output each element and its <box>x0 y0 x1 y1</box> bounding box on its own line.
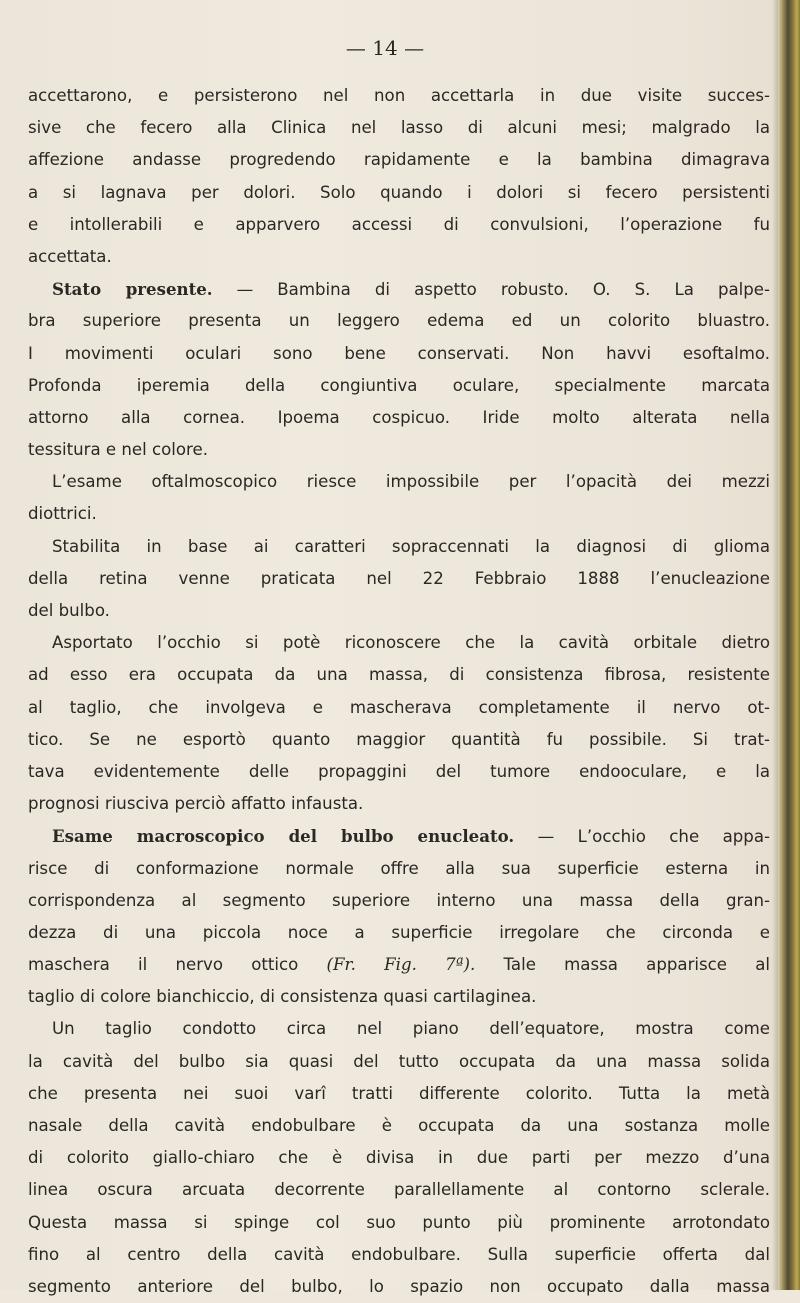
text-line: Asportato l’occhio si potè riconoscere che la cavità orbitale dietro <box>52 633 770 653</box>
text-line: al taglio, che involgeva e mascherava completamente il nervo ot- <box>28 697 770 717</box>
text-run: — L’occhio che appa- <box>514 827 770 847</box>
section-heading: Esame macroscopico del bulbo enucleato. <box>52 826 515 847</box>
text-line: nasale della cavità endobulbare è occupata da una sostanza molle <box>28 1116 770 1135</box>
text-line: che presenta nei suoi varî tratti differente colorito. Tutta la metà <box>28 1083 770 1103</box>
text-line: L’esame oftalmoscopico riesce impossibile per l’opacità dei mezzi <box>52 472 770 492</box>
text-line: sive che fecero alla Clinica nel lasso di alcuni mesi; malgrado la <box>28 118 770 138</box>
text-line: I movimenti oculari sono bene conservati. Non havvi esoftalmo. <box>28 343 770 363</box>
text-line: Profonda iperemia della congiuntiva oculare, specialmente marcata <box>28 375 770 395</box>
text-line: tava evidentemente delle propaggini del tumore endooculare, e la <box>28 761 770 781</box>
text-line <box>28 820 770 852</box>
paragraph <box>28 1013 770 1303</box>
text-line: a si lagnava per dolori. Solo quando i dolori si fecero persistenti <box>28 182 770 202</box>
text-line: Questa massa si spinge col suo punto più prominente arrotondato <box>28 1212 770 1232</box>
paragraph <box>28 466 770 530</box>
text-line: prognosi riusciva perciò affatto infausta. <box>28 794 364 814</box>
figure-reference: (Fr. Fig. 7ª). <box>326 955 476 975</box>
paragraph <box>28 627 770 820</box>
text-line: attorno alla cornea. Ipoema cospicuo. Iride molto alterata nella <box>28 407 770 427</box>
text-line: taglio di colore bianchiccio, di consistenza quasi cartilaginea. <box>28 987 537 1007</box>
paragraph <box>28 273 770 466</box>
text-line: della retina venne praticata nel 22 Febbraio 1888 l’enucleazione <box>28 568 770 588</box>
text-line: la cavità del bulbo sia quasi del tutto occupata da una massa solida <box>28 1051 770 1071</box>
text-run: maschera il nervo ottico <box>28 955 327 975</box>
text-line: linea oscura arcuata decorrente parallellamente al contorno sclerale. <box>28 1180 770 1200</box>
text-line: Un taglio condotto circa nel piano dell’equatore, mostra come <box>52 1019 770 1039</box>
text-line <box>28 273 770 305</box>
text-line: segmento anteriore del bulbo, lo spazio non occupato dalla massa <box>28 1276 770 1296</box>
paragraph <box>28 80 770 273</box>
text-line: Stabilita in base ai caratteri sopraccennati la diagnosi di glioma <box>52 536 770 556</box>
section-heading: Stato presente. <box>52 279 213 300</box>
text-line: e intollerabili e apparvero accessi di convulsioni, l’operazione fu <box>28 214 770 234</box>
text-line: di colorito giallo-chiaro che è divisa in due parti per mezzo d’una <box>28 1148 770 1168</box>
text-run: — Bambina di aspetto robusto. O. S. La palpe- <box>212 280 770 300</box>
text-line: del bulbo. <box>28 601 110 620</box>
paragraph <box>28 820 770 1013</box>
text-line: affezione andasse progredendo rapidamente e la bambina dimagrava <box>28 150 770 170</box>
paragraph <box>28 531 770 628</box>
text-line <box>28 949 770 981</box>
book-spine <box>778 0 800 1290</box>
text-run: Tale massa apparisce al <box>475 955 770 975</box>
text-line: diottrici. <box>28 504 97 524</box>
body-text <box>28 80 770 1303</box>
text-line: fino al centro della cavità endobulbare. Sulla superficie offerta dal <box>28 1244 770 1264</box>
text-line: bra superiore presenta un leggero edema ed un colorito bluastro. <box>28 311 770 331</box>
text-line: tessitura e nel colore. <box>28 440 208 460</box>
text-line: accettata. <box>28 246 112 266</box>
page-number: — 14 — <box>345 36 425 60</box>
text-line: tico. Se ne esportò quanto maggior quantità fu possibile. Si trat- <box>28 729 770 749</box>
text-line: accettarono, e persisterono nel non accettarla in due visite succes- <box>28 86 770 105</box>
text-line: dezza di una piccola noce a superficie irregolare che circonda e <box>28 922 770 942</box>
text-line: corrispondenza al segmento superiore interno una massa della gran- <box>28 890 770 910</box>
text-line: ad esso era occupata da una massa, di consistenza fibrosa, resistente <box>28 665 770 685</box>
text-line: risce di conformazione normale offre alla sua superficie esterna in <box>28 858 770 878</box>
